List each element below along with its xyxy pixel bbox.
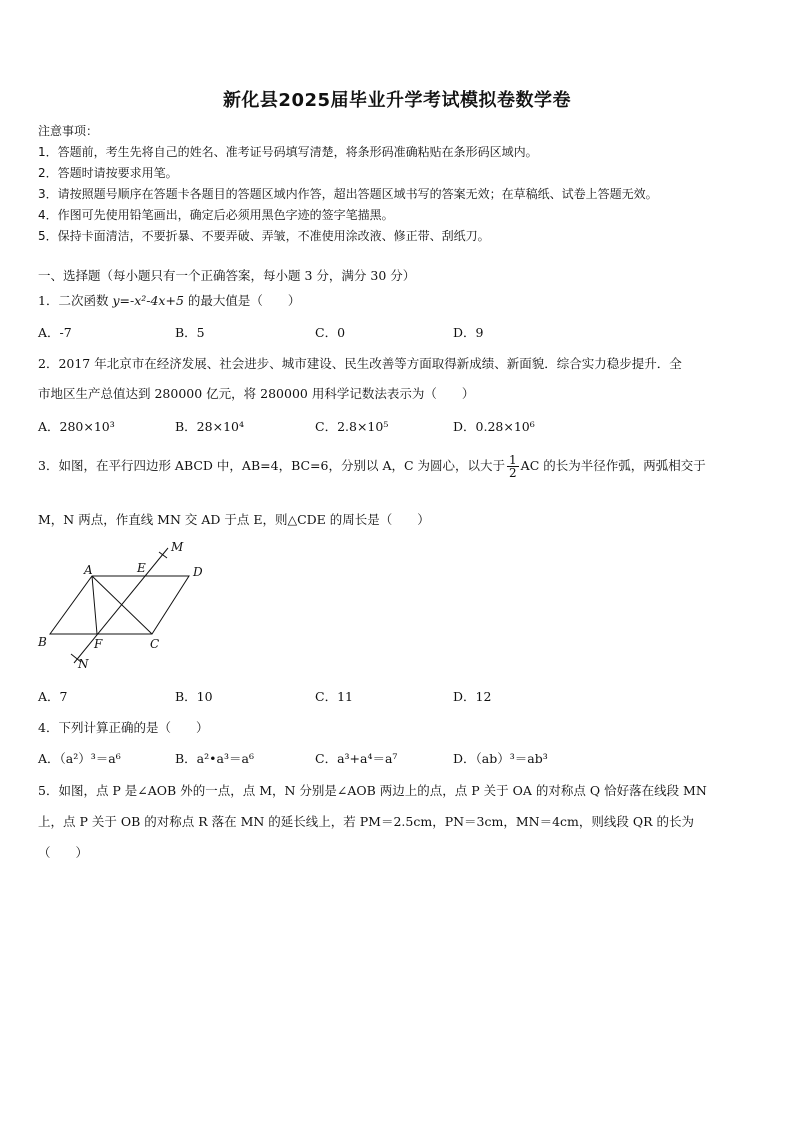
q4-option-d[interactable]: D．（ab）³＝ab³ <box>453 751 548 766</box>
label-b: B <box>38 635 47 649</box>
label-a: A <box>84 563 93 577</box>
q1-option-b[interactable]: B．5 <box>175 325 205 340</box>
q1-stem-pre: 1．二次函数 <box>38 293 113 308</box>
one-half-fraction <box>507 454 519 479</box>
notice-heading: 注意事项： <box>38 124 99 138</box>
label-e: E <box>137 561 146 575</box>
section-heading: 一、选择题（每小题只有一个正确答案，每小题 3 分，满分 30 分） <box>38 268 416 283</box>
parallelogram-abcd <box>50 576 189 634</box>
fraction-denominator: 2 <box>509 466 517 480</box>
q4-option-a[interactable]: A．（a²）³＝a⁶ <box>38 751 121 766</box>
q1-formula: y=-x²-4x+5 <box>112 293 184 308</box>
fraction-numerator: 1 <box>509 453 517 467</box>
question-1-options <box>38 323 758 341</box>
question-4-stem: 4．下列计算正确的是（ ） <box>38 720 209 735</box>
question-5-line-1: 5．如图，点 P 是∠AOB 外的一点，点 M，N 分别是∠AOB 两边上的点，点 P 关于 OA 的对称点 Q 恰好落在线段 MN <box>38 783 707 798</box>
q3-line1-pre: 3．如图，在平行四边形 ABCD 中，AB=4，BC=6，分别以 A，C 为圆心，以大于 <box>38 458 506 473</box>
q3-option-c[interactable]: C．11 <box>315 689 353 704</box>
q1-option-c[interactable]: C．0 <box>315 325 346 340</box>
question-2-options <box>38 417 758 435</box>
q2-option-d[interactable]: D．0.28×10⁶ <box>453 419 535 434</box>
question-2-line-1: 2．2017 年北京市在经济发展、社会进步、城市建设、民生改善等方面取得新成绩、新面貌．综合实力稳步提升．全 <box>38 356 682 371</box>
q3-option-a[interactable]: A．7 <box>38 689 68 704</box>
segment-af <box>92 576 97 634</box>
label-d: D <box>193 565 203 579</box>
q1-stem-post: 的最大值是（ ） <box>183 293 301 308</box>
label-c: C <box>150 637 160 651</box>
label-f: F <box>94 637 103 651</box>
question-3-line-2: M，N 两点，作直线 MN 交 AD 于点 E，则△CDE 的周长是（ ） <box>38 512 430 527</box>
exam-title: 新化县2025届毕业升学考试模拟卷数学卷 <box>222 90 572 111</box>
q3-line1-post: AC 的长为半径作弧，两弧相交于 <box>520 458 706 473</box>
question-5-line-3: （ ） <box>38 845 89 860</box>
q1-option-a[interactable]: A．-7 <box>38 325 72 340</box>
notice-item: 4．作图可先使用铅笔画出，确定后必须用黑色字迹的签字笔描黑。 <box>38 208 394 222</box>
q2-option-b[interactable]: B．28×10⁴ <box>175 419 244 434</box>
q4-option-b[interactable]: B．a²•a³＝a⁶ <box>175 751 254 766</box>
q4-option-c[interactable]: C．a³+a⁴＝a⁷ <box>315 751 398 766</box>
question-1-stem <box>38 291 300 309</box>
question-4-options <box>38 749 758 767</box>
notice-item: 1．答题前，考生先将自己的姓名、准考证号码填写清楚，将条形码准确粘贴在条形码区域内。 <box>38 145 538 159</box>
notice-item: 5．保持卡面清洁，不要折暴、不要弄破、弄皱，不准使用涂改液、修正带、刮纸刀。 <box>38 229 490 243</box>
label-n: N <box>78 657 89 671</box>
question-2-line-2: 市地区生产总值达到 280000 亿元，将 280000 用科学记数法表示为（ ） <box>38 386 475 401</box>
parallelogram-figure <box>34 538 204 673</box>
question-5-line-2: 上，点 P 关于 OB 的对称点 R 落在 MN 的延长线上，若 PM＝2.5cm，PN＝3cm，MN＝4cm，则线段 QR 的长为 <box>38 814 695 829</box>
q3-option-b[interactable]: B．10 <box>175 689 213 704</box>
q2-option-c[interactable]: C．2.8×10⁵ <box>315 419 389 434</box>
notice-item: 2．答题时请按要求用笔。 <box>38 166 178 180</box>
question-3-options <box>38 687 758 705</box>
q3-option-d[interactable]: D．12 <box>453 689 492 704</box>
label-m: M <box>171 540 184 554</box>
question-3-line-1 <box>38 454 706 479</box>
q2-option-a[interactable]: A．280×10³ <box>38 419 115 434</box>
q1-option-d[interactable]: D．9 <box>453 325 484 340</box>
notice-item: 3．请按照题号顺序在答题卡各题目的答题区域内作答，超出答题区域书写的答案无效；在草稿纸、试卷上答题无效。 <box>38 187 658 201</box>
